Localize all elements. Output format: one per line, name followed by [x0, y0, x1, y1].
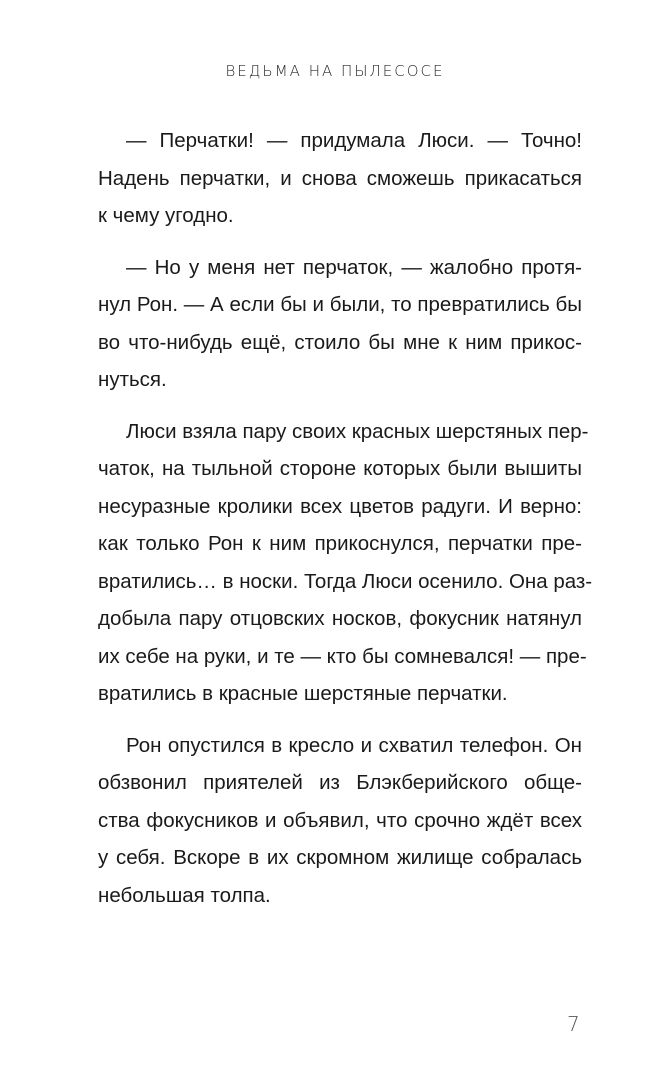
text-line: ства фокусников и объявил, что срочно ждёт всех	[98, 808, 582, 832]
text-line: к чему угодно.	[98, 204, 234, 227]
paragraph	[98, 122, 582, 235]
paragraph	[98, 727, 582, 915]
text-line: нул Рон. — А если бы и были, то превратились бы	[98, 293, 582, 316]
text-line: добыла пару отцовских носков, фокусник натянул	[98, 607, 582, 630]
paragraph	[98, 249, 582, 399]
text-line: во что-нибудь ещё, стоило бы мне к ним прикос-	[98, 330, 582, 354]
text-line: чаток, на тыльной стороне которых были вышиты	[98, 457, 582, 480]
text-line: как только Рон к ним прикоснулся, перчатки пре-	[98, 532, 582, 555]
text-line: вратились… в носки. Тогда Люси осенило. Она раз-	[98, 569, 593, 593]
body-text	[98, 122, 593, 928]
text-line: нуться.	[98, 368, 167, 391]
text-line: — Перчатки! — придумала Люси. — Точно!	[126, 129, 582, 152]
running-title: ВЕДЬМА НА ПЫЛЕСОСЕ	[225, 62, 445, 80]
text-line: небольшая толпа.	[98, 883, 271, 907]
text-line: Надень перчатки, и снова сможешь прикасаться	[98, 166, 582, 190]
text-line: вратились в красные шерстяные перчатки.	[98, 682, 508, 705]
text-line: несуразные кролики всех цветов радуги. И верно:	[98, 494, 582, 518]
text-line: обзвонил приятелей из Блэкберийского обще-	[98, 771, 582, 794]
text-line: их себе на руки, и те — кто бы сомневался! — пре-	[98, 644, 587, 668]
text-line: — Но у меня нет перчаток, — жалобно протя-	[126, 255, 582, 279]
text-line: Рон опустился в кресло и схватил телефон. Он	[126, 733, 582, 757]
paragraph	[98, 413, 593, 713]
text-line: у себя. Вскоре в их скромном жилище собралась	[98, 846, 582, 869]
page-number: 7	[567, 1012, 580, 1036]
text-line: Люси взяла пару своих красных шерстяных пер-	[126, 419, 589, 443]
